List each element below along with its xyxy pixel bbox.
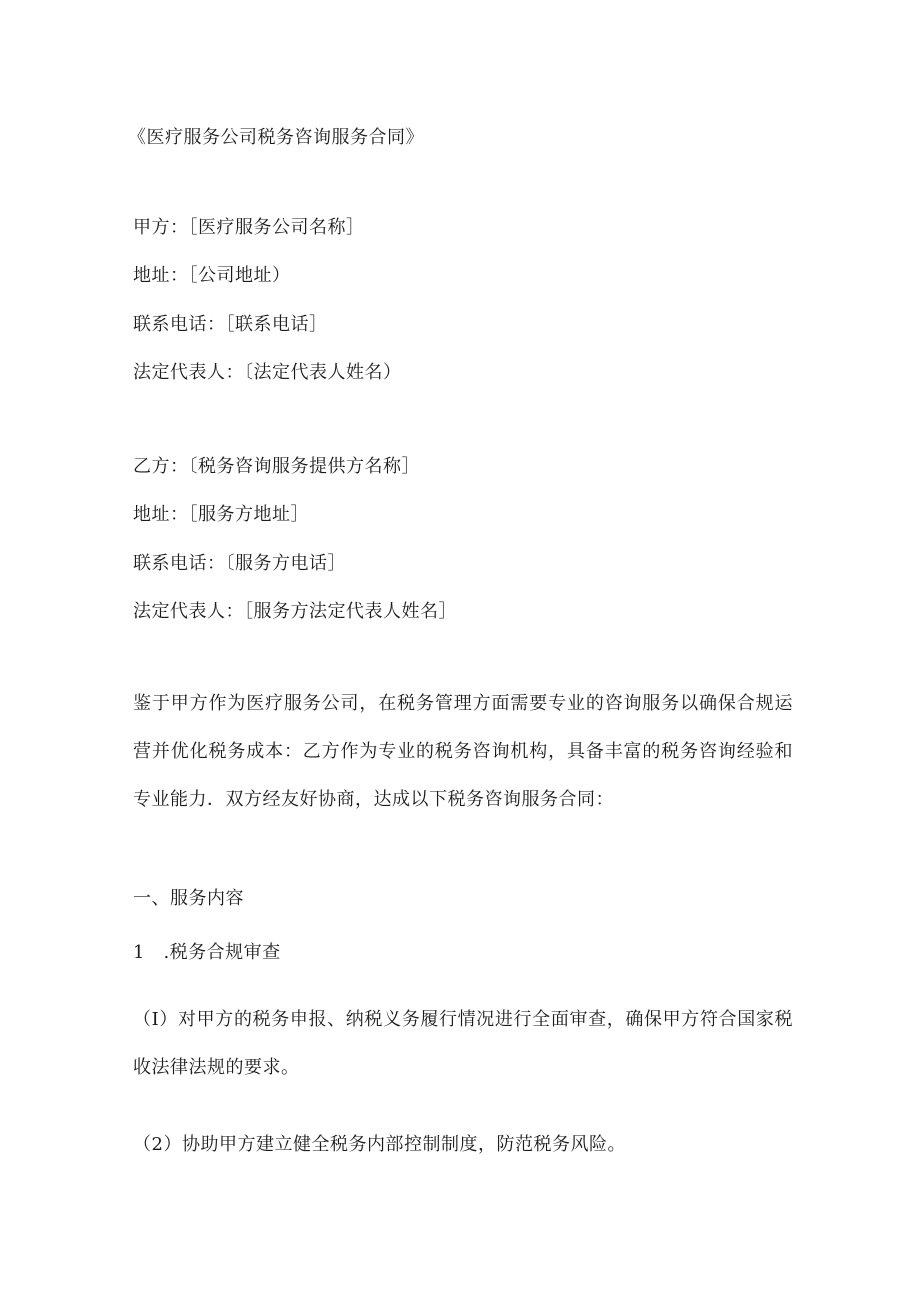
party-b-phone: 联系电话：〔服务方电话］ <box>133 553 346 574</box>
contract-title: 《医疗服务公司税务咨询服务合同》 <box>128 127 424 148</box>
list-item: （I）对甲方的税务申报、纳税义务履行情况进行全面审查，确保甲方符合国家税收法律法规的要求。 <box>133 1009 793 1078</box>
intro-paragraph: 鉴于甲方作为医疗服务公司，在税务管理方面需要专业的咨询服务以确保合规运营并优化税务成本：乙方作为专业的税务咨询机构，具备丰富的税务咨询经验和专业能力．双方经友好协商，达成以下税务咨询服务合同： <box>133 693 793 810</box>
party-b-representative: 法定代表人：［服务方法定代表人姓名］ <box>133 601 457 622</box>
party-a-name: 甲方：［医疗服务公司名称］ <box>133 217 365 238</box>
section-heading: 一、服务内容 <box>133 888 244 909</box>
subsection-heading: 1 .税务合规审查 <box>133 942 281 963</box>
party-a-phone: 联系电话：［联系电话］ <box>133 314 328 335</box>
party-a-representative: 法定代表人：〔法定代表人姓名） <box>133 362 402 383</box>
party-b-address: 地址：［服务方地址］ <box>133 504 309 525</box>
list-item: （2）协助甲方建立健全税务内部控制制度，防范税务风险。 <box>133 1134 626 1155</box>
party-a-address: 地址：［公司地址） <box>133 265 291 286</box>
party-b-name: 乙方：〔税务咨询服务提供方名称］ <box>133 456 420 477</box>
